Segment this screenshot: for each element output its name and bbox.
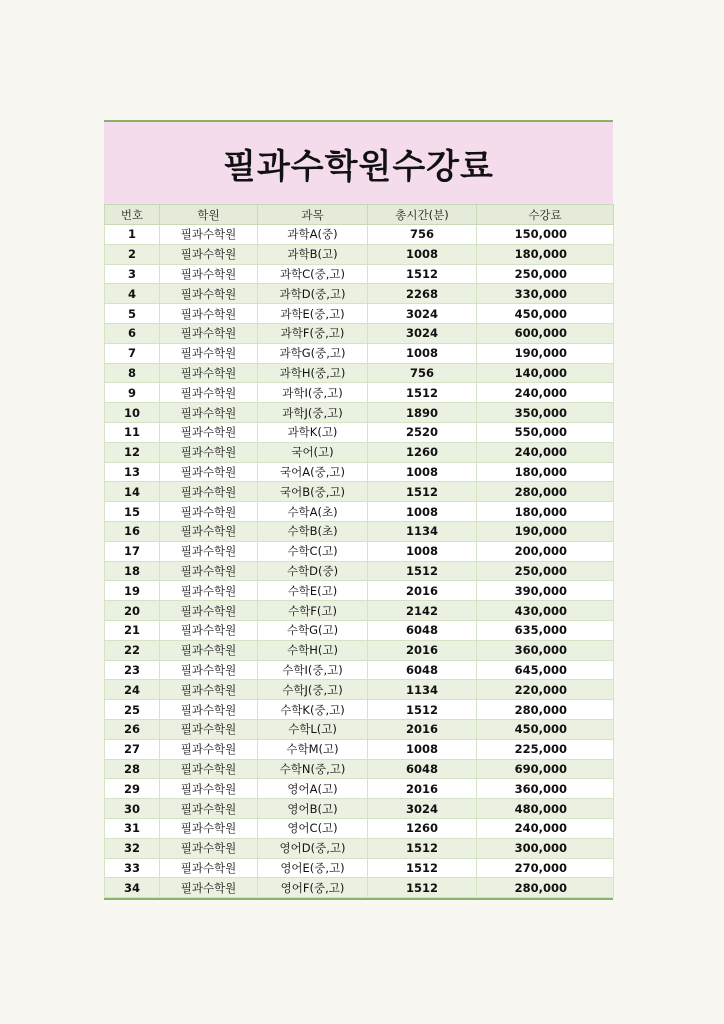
- row-subject: 과학K(고): [258, 422, 368, 442]
- fee-sheet: [104, 120, 613, 900]
- table-row: [105, 858, 614, 878]
- row-total-minutes: 1008: [368, 244, 477, 264]
- table-row: [105, 779, 614, 799]
- row-fee: 690,000: [477, 759, 614, 779]
- row-subject: 과학I(중,고): [258, 383, 368, 403]
- fee-table: [104, 204, 614, 898]
- row-subject: 과학D(중,고): [258, 284, 368, 304]
- row-total-minutes: 1512: [368, 858, 477, 878]
- row-subject: 과학J(중,고): [258, 403, 368, 423]
- row-number: 32: [105, 838, 160, 858]
- row-fee: 270,000: [477, 858, 614, 878]
- row-subject: 과학G(중,고): [258, 343, 368, 363]
- row-total-minutes: 1008: [368, 462, 477, 482]
- row-number: 27: [105, 739, 160, 759]
- table-row: [105, 799, 614, 819]
- table-row: [105, 660, 614, 680]
- row-total-minutes: 6048: [368, 759, 477, 779]
- row-number: 28: [105, 759, 160, 779]
- row-academy: 필과수학원: [160, 422, 258, 442]
- row-fee: 190,000: [477, 343, 614, 363]
- row-subject: 과학B(고): [258, 244, 368, 264]
- table-row: [105, 383, 614, 403]
- row-number: 22: [105, 640, 160, 660]
- row-fee: 240,000: [477, 818, 614, 838]
- bottom-rule: [104, 898, 613, 900]
- row-academy: 필과수학원: [160, 601, 258, 621]
- row-number: 20: [105, 601, 160, 621]
- row-subject: 국어B(중,고): [258, 482, 368, 502]
- row-subject: 영어B(고): [258, 799, 368, 819]
- row-fee: 645,000: [477, 660, 614, 680]
- row-academy: 필과수학원: [160, 264, 258, 284]
- row-subject: 영어E(중,고): [258, 858, 368, 878]
- row-total-minutes: 1512: [368, 383, 477, 403]
- row-fee: 180,000: [477, 244, 614, 264]
- row-fee: 480,000: [477, 799, 614, 819]
- row-number: 25: [105, 700, 160, 720]
- row-academy: 필과수학원: [160, 719, 258, 739]
- table-row: [105, 759, 614, 779]
- row-total-minutes: 2142: [368, 601, 477, 621]
- header-total-minutes: 총시간(분): [368, 205, 477, 225]
- row-total-minutes: 1008: [368, 502, 477, 522]
- row-subject: 영어C(고): [258, 818, 368, 838]
- table-row: [105, 403, 614, 423]
- row-fee: 250,000: [477, 264, 614, 284]
- table-row: [105, 878, 614, 898]
- table-row: [105, 581, 614, 601]
- row-subject: 국어A(중,고): [258, 462, 368, 482]
- row-number: 9: [105, 383, 160, 403]
- row-fee: 300,000: [477, 838, 614, 858]
- row-academy: 필과수학원: [160, 759, 258, 779]
- row-subject: 수학L(고): [258, 719, 368, 739]
- page-title: 필과수학원수강료: [223, 146, 494, 187]
- row-number: 30: [105, 799, 160, 819]
- table-row: [105, 422, 614, 442]
- row-number: 19: [105, 581, 160, 601]
- row-academy: 필과수학원: [160, 620, 258, 640]
- row-total-minutes: 1512: [368, 838, 477, 858]
- row-academy: 필과수학원: [160, 700, 258, 720]
- row-subject: 과학C(중,고): [258, 264, 368, 284]
- row-number: 8: [105, 363, 160, 383]
- header-row: [105, 205, 614, 225]
- table-row: [105, 502, 614, 522]
- row-academy: 필과수학원: [160, 323, 258, 343]
- row-academy: 필과수학원: [160, 343, 258, 363]
- row-subject: 수학C(고): [258, 541, 368, 561]
- row-subject: 영어A(고): [258, 779, 368, 799]
- table-row: [105, 521, 614, 541]
- row-fee: 190,000: [477, 521, 614, 541]
- row-subject: 수학A(초): [258, 502, 368, 522]
- table-row: [105, 700, 614, 720]
- row-academy: 필과수학원: [160, 739, 258, 759]
- row-total-minutes: 3024: [368, 323, 477, 343]
- row-fee: 280,000: [477, 482, 614, 502]
- row-total-minutes: 1260: [368, 818, 477, 838]
- row-academy: 필과수학원: [160, 799, 258, 819]
- row-fee: 225,000: [477, 739, 614, 759]
- row-number: 24: [105, 680, 160, 700]
- row-academy: 필과수학원: [160, 284, 258, 304]
- row-total-minutes: 1134: [368, 521, 477, 541]
- row-number: 5: [105, 304, 160, 324]
- row-academy: 필과수학원: [160, 225, 258, 245]
- row-number: 3: [105, 264, 160, 284]
- row-number: 2: [105, 244, 160, 264]
- row-total-minutes: 1008: [368, 739, 477, 759]
- row-fee: 250,000: [477, 561, 614, 581]
- row-total-minutes: 756: [368, 225, 477, 245]
- row-fee: 140,000: [477, 363, 614, 383]
- row-total-minutes: 1260: [368, 442, 477, 462]
- table-row: [105, 363, 614, 383]
- table-row: [105, 442, 614, 462]
- row-academy: 필과수학원: [160, 818, 258, 838]
- table-row: [105, 620, 614, 640]
- row-number: 34: [105, 878, 160, 898]
- row-subject: 영어F(중,고): [258, 878, 368, 898]
- row-number: 15: [105, 502, 160, 522]
- row-fee: 180,000: [477, 502, 614, 522]
- table-row: [105, 343, 614, 363]
- row-subject: 수학D(중): [258, 561, 368, 581]
- row-subject: 과학A(중): [258, 225, 368, 245]
- row-subject: 영어D(중,고): [258, 838, 368, 858]
- row-number: 14: [105, 482, 160, 502]
- row-academy: 필과수학원: [160, 561, 258, 581]
- row-fee: 390,000: [477, 581, 614, 601]
- row-academy: 필과수학원: [160, 521, 258, 541]
- row-total-minutes: 1890: [368, 403, 477, 423]
- row-fee: 280,000: [477, 878, 614, 898]
- row-number: 12: [105, 442, 160, 462]
- row-subject: 수학F(고): [258, 601, 368, 621]
- row-number: 26: [105, 719, 160, 739]
- row-academy: 필과수학원: [160, 403, 258, 423]
- row-fee: 550,000: [477, 422, 614, 442]
- row-number: 16: [105, 521, 160, 541]
- row-subject: 국어(고): [258, 442, 368, 462]
- row-academy: 필과수학원: [160, 660, 258, 680]
- row-academy: 필과수학원: [160, 383, 258, 403]
- table-row: [105, 541, 614, 561]
- table-row: [105, 323, 614, 343]
- row-academy: 필과수학원: [160, 244, 258, 264]
- row-total-minutes: 6048: [368, 620, 477, 640]
- row-total-minutes: 3024: [368, 799, 477, 819]
- table-row: [105, 561, 614, 581]
- row-fee: 360,000: [477, 640, 614, 660]
- title-banner: [104, 120, 613, 204]
- row-fee: 635,000: [477, 620, 614, 640]
- row-academy: 필과수학원: [160, 541, 258, 561]
- row-number: 21: [105, 620, 160, 640]
- row-total-minutes: 1134: [368, 680, 477, 700]
- row-subject: 수학I(중,고): [258, 660, 368, 680]
- row-total-minutes: 6048: [368, 660, 477, 680]
- row-subject: 수학E(고): [258, 581, 368, 601]
- row-total-minutes: 2016: [368, 779, 477, 799]
- row-total-minutes: 1512: [368, 264, 477, 284]
- row-academy: 필과수학원: [160, 581, 258, 601]
- row-number: 33: [105, 858, 160, 878]
- table-row: [105, 680, 614, 700]
- row-number: 6: [105, 323, 160, 343]
- row-academy: 필과수학원: [160, 462, 258, 482]
- row-number: 4: [105, 284, 160, 304]
- row-fee: 430,000: [477, 601, 614, 621]
- row-total-minutes: 2520: [368, 422, 477, 442]
- row-fee: 350,000: [477, 403, 614, 423]
- table-row: [105, 304, 614, 324]
- table-row: [105, 640, 614, 660]
- table-row: [105, 719, 614, 739]
- table-row: [105, 601, 614, 621]
- row-number: 31: [105, 818, 160, 838]
- table-row: [105, 482, 614, 502]
- row-subject: 수학M(고): [258, 739, 368, 759]
- row-total-minutes: 1512: [368, 561, 477, 581]
- row-total-minutes: 3024: [368, 304, 477, 324]
- row-total-minutes: 1512: [368, 482, 477, 502]
- table-row: [105, 225, 614, 245]
- row-subject: 수학H(고): [258, 640, 368, 660]
- row-fee: 600,000: [477, 323, 614, 343]
- table-row: [105, 244, 614, 264]
- row-total-minutes: 1512: [368, 700, 477, 720]
- row-academy: 필과수학원: [160, 858, 258, 878]
- row-number: 10: [105, 403, 160, 423]
- row-fee: 360,000: [477, 779, 614, 799]
- row-academy: 필과수학원: [160, 304, 258, 324]
- row-number: 29: [105, 779, 160, 799]
- row-number: 23: [105, 660, 160, 680]
- row-fee: 450,000: [477, 719, 614, 739]
- row-number: 11: [105, 422, 160, 442]
- row-academy: 필과수학원: [160, 779, 258, 799]
- row-number: 13: [105, 462, 160, 482]
- row-fee: 180,000: [477, 462, 614, 482]
- row-total-minutes: 2016: [368, 581, 477, 601]
- row-subject: 수학B(초): [258, 521, 368, 541]
- table-row: [105, 264, 614, 284]
- row-fee: 200,000: [477, 541, 614, 561]
- row-number: 7: [105, 343, 160, 363]
- row-total-minutes: 1512: [368, 878, 477, 898]
- row-number: 1: [105, 225, 160, 245]
- row-academy: 필과수학원: [160, 502, 258, 522]
- row-academy: 필과수학원: [160, 680, 258, 700]
- table-row: [105, 739, 614, 759]
- table-row: [105, 838, 614, 858]
- row-academy: 필과수학원: [160, 838, 258, 858]
- row-number: 17: [105, 541, 160, 561]
- row-number: 18: [105, 561, 160, 581]
- header-academy: 학원: [160, 205, 258, 225]
- row-fee: 240,000: [477, 383, 614, 403]
- row-fee: 240,000: [477, 442, 614, 462]
- row-fee: 280,000: [477, 700, 614, 720]
- row-subject: 수학G(고): [258, 620, 368, 640]
- row-total-minutes: 2016: [368, 719, 477, 739]
- row-total-minutes: 756: [368, 363, 477, 383]
- row-total-minutes: 1008: [368, 541, 477, 561]
- row-total-minutes: 2268: [368, 284, 477, 304]
- row-fee: 330,000: [477, 284, 614, 304]
- row-academy: 필과수학원: [160, 640, 258, 660]
- row-academy: 필과수학원: [160, 363, 258, 383]
- row-subject: 수학J(중,고): [258, 680, 368, 700]
- row-subject: 수학N(중,고): [258, 759, 368, 779]
- row-fee: 150,000: [477, 225, 614, 245]
- header-subject: 과목: [258, 205, 368, 225]
- row-subject: 과학E(중,고): [258, 304, 368, 324]
- row-fee: 220,000: [477, 680, 614, 700]
- row-total-minutes: 1008: [368, 343, 477, 363]
- row-subject: 과학H(중,고): [258, 363, 368, 383]
- row-academy: 필과수학원: [160, 442, 258, 462]
- row-academy: 필과수학원: [160, 878, 258, 898]
- table-row: [105, 818, 614, 838]
- table-row: [105, 284, 614, 304]
- row-fee: 450,000: [477, 304, 614, 324]
- header-fee: 수강료: [477, 205, 614, 225]
- header-number: 번호: [105, 205, 160, 225]
- row-subject: 과학F(중,고): [258, 323, 368, 343]
- row-academy: 필과수학원: [160, 482, 258, 502]
- row-total-minutes: 2016: [368, 640, 477, 660]
- row-subject: 수학K(중,고): [258, 700, 368, 720]
- table-row: [105, 462, 614, 482]
